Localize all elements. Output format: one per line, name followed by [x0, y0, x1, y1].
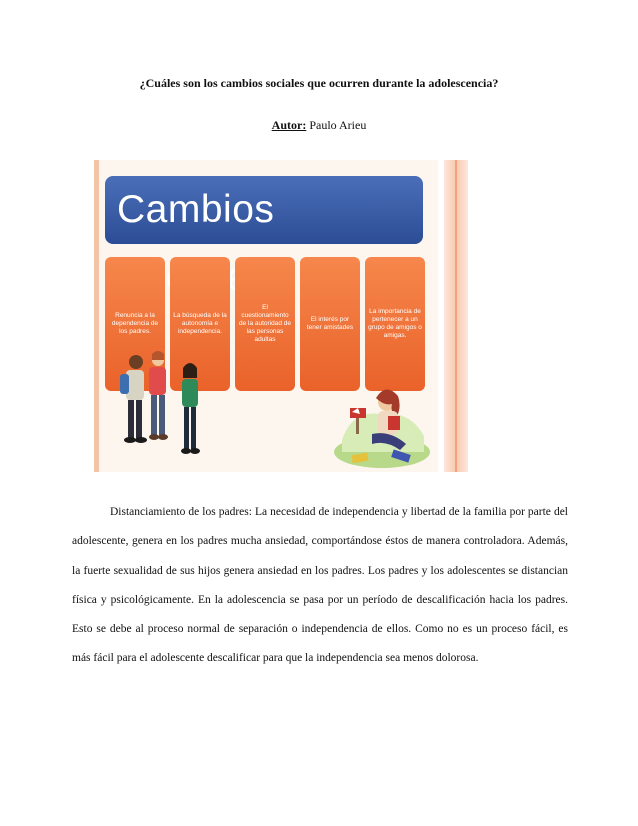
- author-line: [0, 118, 638, 133]
- teenagers-group-illustration: [114, 348, 214, 464]
- cambios-sociales-figure: [94, 160, 438, 472]
- document-title: ¿Cuáles son los cambios sociales que ocurren durante la adolescencia?: [139, 76, 499, 90]
- reading-girl-illustration: [332, 382, 432, 472]
- figure-box-3: El cuestionamiento de la autoridad de las personas adultas: [235, 257, 295, 391]
- body-paragraph: Distanciamiento de los padres: La necesidad de independencia y libertad de la familia por parte del adolescente, genera en los padres mucha ansiedad, comportándose éstos de manera controladora. Además, la fuerte sexualidad de sus hijos genera ansiedad en los padres. Los padres y los adolescentes se distancian física y psicológicamente. En la adolescencia se pasa por un período de descalificación hacia los padres. Esto se debe al proceso normal de separación o independencia de ellos. Como no es un proceso fácil, es más fácil para el adolescente descalificar para que la independencia sea menos dolorosa.: [72, 506, 568, 665]
- author-label: Autor:: [271, 118, 307, 132]
- figure-box-2: La búsqueda de la autonomía e independencia.: [170, 257, 230, 391]
- decorative-side-stripe: [444, 160, 468, 472]
- decorative-side-line: [455, 160, 457, 472]
- body-text: [72, 498, 568, 674]
- figure-box-5: La importancia de pertenecer a un grupo de amigos o amigas.: [365, 257, 425, 391]
- figure-left-stripe: [94, 160, 99, 472]
- figure-box-1: Renuncia a la dependencia de los padres.: [105, 257, 165, 391]
- figure-banner: Cambios: [105, 176, 423, 244]
- author-name: Paulo Arieu: [309, 118, 367, 132]
- figure-box-4: El interés por tener amistades: [300, 257, 360, 391]
